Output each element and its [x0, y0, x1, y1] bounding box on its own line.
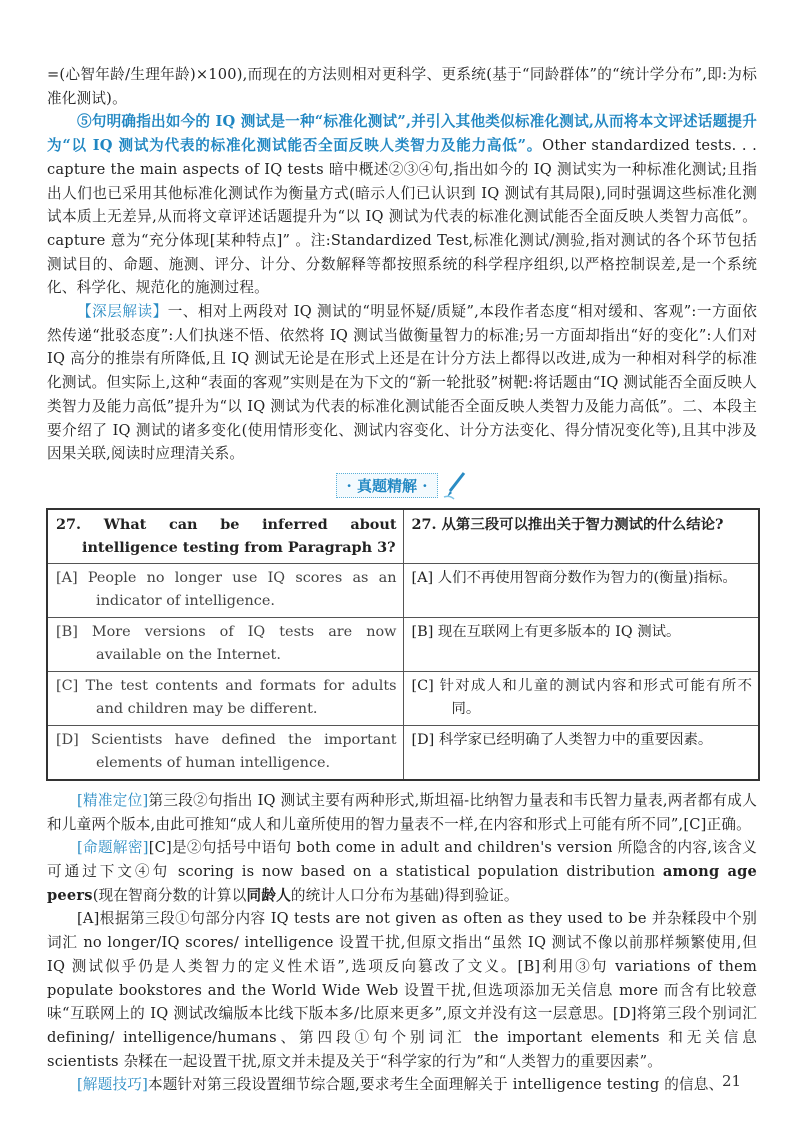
- body-text: [C]是②句括号中语句 both come in adult and children's version 所隐含的内容,该含义可通过下文④句 scoring is now based on a statistical population distribution: [47, 839, 757, 881]
- page-number: 21: [722, 1072, 742, 1090]
- paragraph-solving-tips: [47, 1073, 757, 1097]
- pen-icon: [442, 471, 468, 501]
- table-row: [47, 509, 759, 564]
- section-banner: [47, 468, 757, 504]
- body-text: Other standardized tests. . . capture the main aspects of IQ tests 暗中概述②③④句,指出如今的 IQ 测试实为一种标准化测试;且指出人们也已采用其他标准化测试作为衡量方式(暗示人们已认识到 IQ 测试有其局限),同时强调这些标准化测试本质上无差异,从而将文章评述话题提升为“以 IQ 测试为代表的标准化测试能否全面反映人类智力高低”。capture 意为“充分体现[某种特点]” 。注:Standardized Test,标准化测试/测验,指对测试的各个环节包括测试目的、命题、施测、评分、计分、分数解释等都按照系统的科学程序组织,以严格控制误差,是一个系统化、科学化、规范化的施测过程。: [47, 137, 757, 297]
- paragraph-deep-reading: [47, 300, 757, 466]
- highlight-text: ⑤句明确指出如今的 IQ 测试是一种“标准化测试”,并引入其他类似标准化测试,从而将本文评述话题提升为“以 IQ 测试为代表的标准化测试能否全面反映人类智力及能力高低”。: [47, 113, 757, 155]
- table-row: [47, 563, 759, 617]
- document-page: [47, 63, 757, 1097]
- body-text: 第三段②句指出 IQ 测试主要有两种形式,斯坦福-比纳智力量表和韦氏智力量表,两者都有成人和儿童两个版本,由此可推知“成人和儿童所使用的智力量表不一样,在内容和形式上可能有所不同”,[C]正确。: [47, 791, 757, 833]
- paragraph-precise-location: [47, 789, 757, 836]
- banner-title: · 真题精解 ·: [336, 473, 439, 498]
- option-b-zh: [B] 现在互联网上有更多版本的 IQ 测试。: [403, 617, 759, 671]
- bold-text: 同龄人: [246, 886, 291, 904]
- paragraph-analysis-5: [47, 110, 757, 300]
- table-row: [47, 725, 759, 780]
- section-label: [解题技巧]: [77, 1076, 148, 1094]
- question-zh: 27. 从第三段可以推出关于智力测试的什么结论?: [403, 509, 759, 564]
- paragraph-distractor-analysis: [A]根据第三段①句部分内容 IQ tests are not given as often as they used to be 并杂糅段中个别词汇 no longer/IQ scores/ intelligence 设置干扰,但原文指出“虽然 IQ 测试不像以前那样频繁使用,但 IQ 测试似乎仍是人类智力的定义性术语”,选项反向篡改了文义。[B]利用③句 variations of them populate bookstores and the World Wide Web 设置干扰,但选项添加无关信息 more 而含有比较意味“互联网上的 IQ 测试改编版本比线下版本多/比原来更多”,原文并没有这一层意思。[D]将第三段个别词汇 defining/ intelligence/humans、第四段①句个别词汇 the important elements 和无关信息 scientists 杂糅在一起设置干扰,原文并未提及关于“科学家的行为”和“人类智力的重要因素”。: [47, 910, 757, 1070]
- option-a-en: [A] People no longer use IQ scores as an indicator of intelligence.: [47, 563, 403, 617]
- bold-text: among age peers: [47, 863, 757, 904]
- option-d-en: [D] Scientists have defined the important elements of human intelligence.: [47, 725, 403, 780]
- option-c-zh: [C] 针对成人和儿童的测试内容和形式可能有所不同。: [403, 671, 759, 725]
- section-label: [命题解密]: [77, 839, 149, 857]
- body-text: 的统计人口分布为基础)得到验证。: [290, 886, 519, 904]
- table-row: [47, 671, 759, 725]
- body-text: 本题针对第三段设置细节综合题,要求考生全面理解关于 intelligence testing 的信息、: [147, 1076, 724, 1094]
- section-label: [精准定位]: [77, 791, 149, 809]
- question-table: [46, 508, 760, 781]
- option-b-en: [B] More versions of IQ tests are now available on the Internet.: [47, 617, 403, 671]
- section-label: 【深层解读】: [77, 303, 168, 321]
- body-text: 一、相对上两段对 IQ 测试的“明显怀疑/质疑”,本段作者态度“相对缓和、客观”:一方面依然传递“批驳态度”:人们执迷不悟、依然将 IQ 测试当做衡量智力的标准;另一方面却指出“好的变化”:人们对 IQ 高分的推崇有所降低,且 IQ 测试无论是在形式上还是在计分方法上都得以改进,成为一种相对科学的标准化测试。但实际上,这种“表面的客观”实则是在为下文的“新一轮批驳”树靶:将话题由“IQ 测试能否全面反映人类智力及能力高低”提升为“以 IQ 测试为代表的标准化测试能否全面反映人类智力及能力高低”。二、本段主要介绍了 IQ 测试的诸多变化(使用情形变化、测试内容变化、计分方法变化、得分情况变化等),且其中涉及因果关联,阅读时应理清关系。: [47, 303, 757, 463]
- body-text: (现在智商分数的计算以: [92, 886, 247, 904]
- option-c-en: [C] The test contents and formats for adults and children may be different.: [47, 671, 403, 725]
- table-row: [47, 617, 759, 671]
- option-d-zh: [D] 科学家已经明确了人类智力中的重要因素。: [403, 725, 759, 780]
- option-a-zh: [A] 人们不再使用智商分数作为智力的(衡量)指标。: [403, 563, 759, 617]
- question-en: 27. What can be inferred about intelligence testing from Paragraph 3?: [47, 509, 403, 564]
- paragraph-continuation: =(心智年龄/生理年龄)×100),而现在的方法则相对更科学、更系统(基于“同龄群体”的“统计学分布”,即:为标准化测试)。: [47, 66, 757, 107]
- paragraph-question-decoding: [47, 836, 757, 907]
